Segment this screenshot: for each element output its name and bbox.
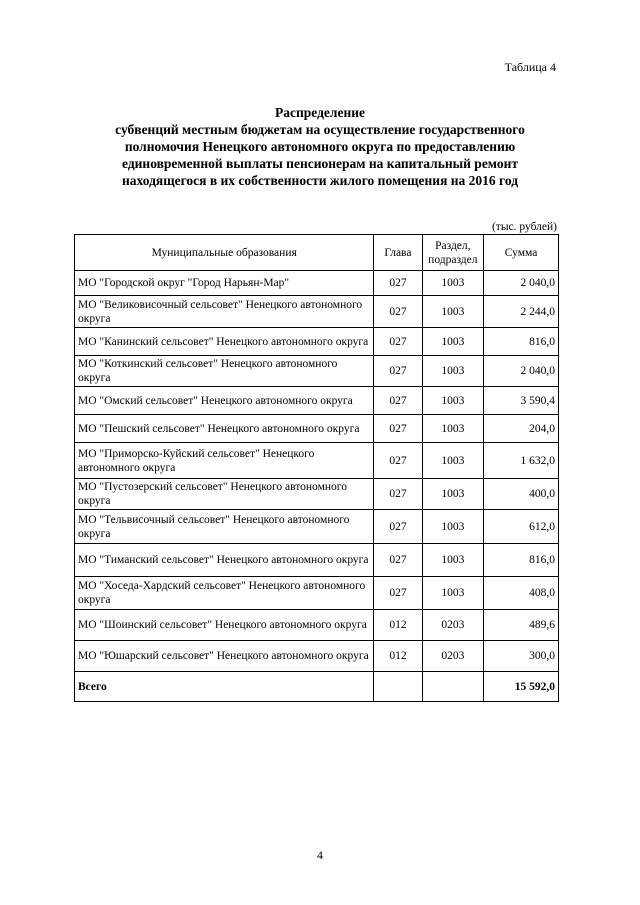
column-header-chapter: Глава xyxy=(374,235,422,271)
table-row xyxy=(75,271,559,296)
municipality-cell: МО "Канинский сельсовет" Ненецкого автономного округа xyxy=(75,328,374,356)
chapter-cell: 027 xyxy=(374,443,422,479)
total-row xyxy=(75,672,559,702)
column-header-section: Раздел, подраздел xyxy=(422,235,484,271)
total-label: Всего xyxy=(75,672,374,702)
chapter-cell: 027 xyxy=(374,328,422,356)
column-header-municipality: Муниципальные образования xyxy=(75,235,374,271)
section-cell: 1003 xyxy=(422,328,484,356)
municipality-cell: МО "Тиманский сельсовет" Ненецкого автономного округа xyxy=(75,544,374,577)
municipality-cell: МО "Шоинский сельсовет" Ненецкого автономного округа xyxy=(75,610,374,641)
chapter-cell: 027 xyxy=(374,577,422,610)
chapter-cell: 027 xyxy=(374,296,422,328)
chapter-cell: 027 xyxy=(374,356,422,387)
page-number: 4 xyxy=(317,848,323,862)
section-cell: 1003 xyxy=(422,544,484,577)
sum-cell: 816,0 xyxy=(484,328,559,356)
municipality-cell: МО "Тельвисочный сельсовет" Ненецкого автономного округа xyxy=(75,510,374,544)
table-header-row xyxy=(75,235,559,271)
table-number-label: Таблица 4 xyxy=(504,60,556,74)
section-cell: 1003 xyxy=(422,479,484,510)
chapter-cell: 012 xyxy=(374,641,422,672)
chapter-cell: 027 xyxy=(374,271,422,296)
table-row xyxy=(75,479,559,510)
section-cell: 0203 xyxy=(422,641,484,672)
document-title xyxy=(70,104,570,189)
table-row xyxy=(75,296,559,328)
section-cell: 1003 xyxy=(422,510,484,544)
table-row xyxy=(75,544,559,577)
column-header-sum: Сумма xyxy=(484,235,559,271)
section-cell: 1003 xyxy=(422,387,484,415)
sum-cell: 2 040,0 xyxy=(484,271,559,296)
municipality-cell: МО "Приморско-Куйский сельсовет" Ненецкого автономного округа xyxy=(75,443,374,479)
section-cell: 1003 xyxy=(422,296,484,328)
municipality-cell: МО "Хоседа-Хардский сельсовет" Ненецкого автономного округа xyxy=(75,577,374,610)
table-row xyxy=(75,387,559,415)
title-line: единовременной выплаты пенсионерам на капитальный ремонт xyxy=(122,156,518,171)
title-line: полномочия Ненецкого автономного округа по предоставлению xyxy=(124,139,516,154)
municipality-cell: МО "Великовисочный сельсовет" Ненецкого автономного округа xyxy=(75,296,374,328)
section-cell: 1003 xyxy=(422,443,484,479)
section-cell: 1003 xyxy=(422,271,484,296)
title-line: находящегося в их собственности жилого помещения на 2016 год xyxy=(121,173,519,188)
table-row xyxy=(75,510,559,544)
municipality-cell: МО "Пешский сельсовет" Ненецкого автономного округа xyxy=(75,415,374,443)
chapter-cell: 027 xyxy=(374,510,422,544)
sum-cell: 408,0 xyxy=(484,577,559,610)
total-empty-cell xyxy=(374,672,422,702)
chapter-cell: 027 xyxy=(374,479,422,510)
table-row xyxy=(75,356,559,387)
sum-cell: 489,6 xyxy=(484,610,559,641)
total-sum: 15 592,0 xyxy=(484,672,559,702)
sum-cell: 612,0 xyxy=(484,510,559,544)
sum-cell: 2 244,0 xyxy=(484,296,559,328)
table-row xyxy=(75,610,559,641)
chapter-cell: 027 xyxy=(374,544,422,577)
chapter-cell: 027 xyxy=(374,387,422,415)
unit-note: (тыс. рублей) xyxy=(491,221,557,233)
municipality-cell: МО "Городской округ "Город Нарьян-Мар" xyxy=(75,271,374,296)
table-row xyxy=(75,641,559,672)
sum-cell: 3 590,4 xyxy=(484,387,559,415)
title-line: субвенций местным бюджетам на осуществление государственного xyxy=(115,122,525,137)
section-cell: 1003 xyxy=(422,415,484,443)
municipality-cell: МО "Юшарский сельсовет" Ненецкого автономного округа xyxy=(75,641,374,672)
sum-cell: 204,0 xyxy=(484,415,559,443)
sum-cell: 400,0 xyxy=(484,479,559,510)
municipality-cell: МО "Пустозерский сельсовет" Ненецкого автономного округа xyxy=(75,479,374,510)
chapter-cell: 012 xyxy=(374,610,422,641)
sum-cell: 1 632,0 xyxy=(484,443,559,479)
section-cell: 0203 xyxy=(422,610,484,641)
subvention-table xyxy=(74,234,559,702)
section-cell: 1003 xyxy=(422,577,484,610)
table-row xyxy=(75,443,559,479)
municipality-cell: МО "Омский сельсовет" Ненецкого автономного округа xyxy=(75,387,374,415)
sum-cell: 816,0 xyxy=(484,544,559,577)
table-row xyxy=(75,328,559,356)
total-empty-cell xyxy=(422,672,484,702)
section-cell: 1003 xyxy=(422,356,484,387)
chapter-cell: 027 xyxy=(374,415,422,443)
table-row xyxy=(75,577,559,610)
sum-cell: 300,0 xyxy=(484,641,559,672)
sum-cell: 2 040,0 xyxy=(484,356,559,387)
municipality-cell: МО "Коткинский сельсовет" Ненецкого автономного округа xyxy=(75,356,374,387)
title-line: Распределение xyxy=(274,105,366,120)
table-row xyxy=(75,415,559,443)
